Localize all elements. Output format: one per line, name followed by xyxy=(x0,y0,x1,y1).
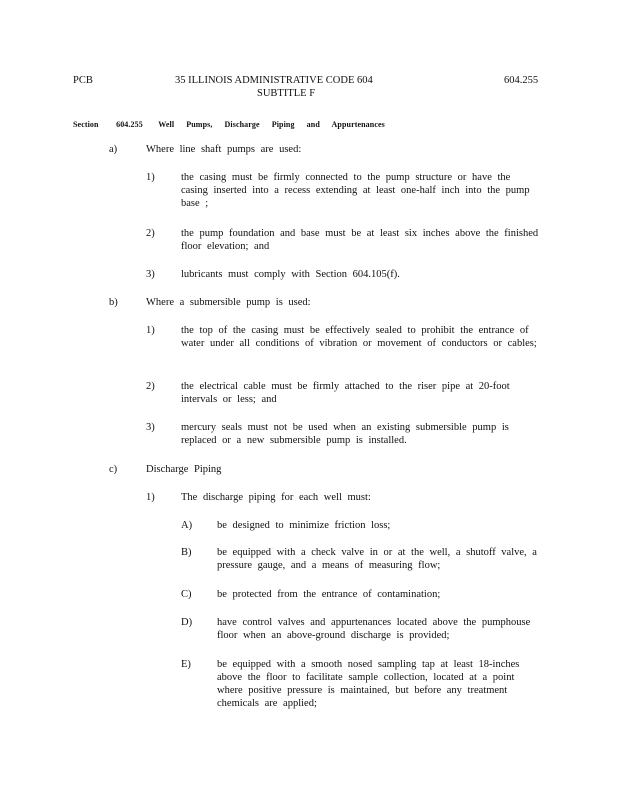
subsection-marker: b) xyxy=(109,297,118,308)
header-section-number: 604.255 xyxy=(504,75,539,86)
item-text: the electrical cable must be firmly attached to the riser pipe at 20-foot intervals or less; and xyxy=(181,381,510,405)
subitem-marker: A) xyxy=(181,520,193,531)
section-label: Section xyxy=(73,120,99,129)
header-title-line2: SUBTITLE F xyxy=(257,88,316,99)
subitem-text: be equipped with a check valve in or at the well, a shutoff valve, a pressure gauge, and a means of measuring flow; xyxy=(217,547,537,571)
subsection-marker: a) xyxy=(109,144,118,155)
subsection-text: Where a submersible pump is used: xyxy=(146,297,311,308)
item-marker: 2) xyxy=(146,381,155,392)
section-number: 604.255 xyxy=(116,120,143,129)
header-title xyxy=(175,74,415,100)
section-heading xyxy=(73,118,385,131)
subitem-text: be protected from the entrance of contamination; xyxy=(217,589,441,600)
subitem-marker: B) xyxy=(181,547,192,558)
subitem-marker: E) xyxy=(181,659,191,670)
subitem-marker: C) xyxy=(181,589,192,600)
subitem-text: have control valves and appurtenances located above the pumphouse floor when an above-ground discharge is provided; xyxy=(217,617,531,641)
item-text: the casing must be firmly connected to the pump structure or have the casing inserted into a recess extending at least one-half inch into the pump base ; xyxy=(181,172,530,209)
item-text: lubricants must comply with Section 604.105(f). xyxy=(181,269,400,280)
item-marker: 1) xyxy=(146,492,155,503)
subsection-text: Where line shaft pumps are used: xyxy=(146,144,302,155)
item-text: the pump foundation and base must be at least six inches above the finished floor elevation; and xyxy=(181,228,539,252)
item-marker: 3) xyxy=(146,269,155,280)
item-marker: 2) xyxy=(146,228,155,239)
subitem-marker: D) xyxy=(181,617,193,628)
subitem-text: be equipped with a smooth nosed sampling tap at least 18-inches above the floor to facilitate sample collection, located at a point where positive pressure is maintained, but before any treatment chemicals are applied; xyxy=(217,659,520,709)
header-agency: PCB xyxy=(73,75,93,86)
subsection-marker: c) xyxy=(109,464,118,475)
item-marker: 3) xyxy=(146,422,155,433)
item-marker: 1) xyxy=(146,325,155,336)
item-text: mercury seals must not be used when an existing submersible pump is replaced or a new submersible pump is installed. xyxy=(181,422,509,446)
item-marker: 1) xyxy=(146,172,155,183)
section-title: Well Pumps, Discharge Piping and Appurtenances xyxy=(158,120,385,129)
subsection-text: Discharge Piping xyxy=(146,464,222,475)
item-text: the top of the casing must be effectively sealed to prohibit the entrance of water under all conditions of vibration or movement of conductors or cables; xyxy=(181,325,537,349)
item-text: The discharge piping for each well must: xyxy=(181,492,371,503)
header-title-line1: 35 ILLINOIS ADMINISTRATIVE CODE 604 xyxy=(175,75,373,86)
subitem-text: be designed to minimize friction loss; xyxy=(217,520,391,531)
